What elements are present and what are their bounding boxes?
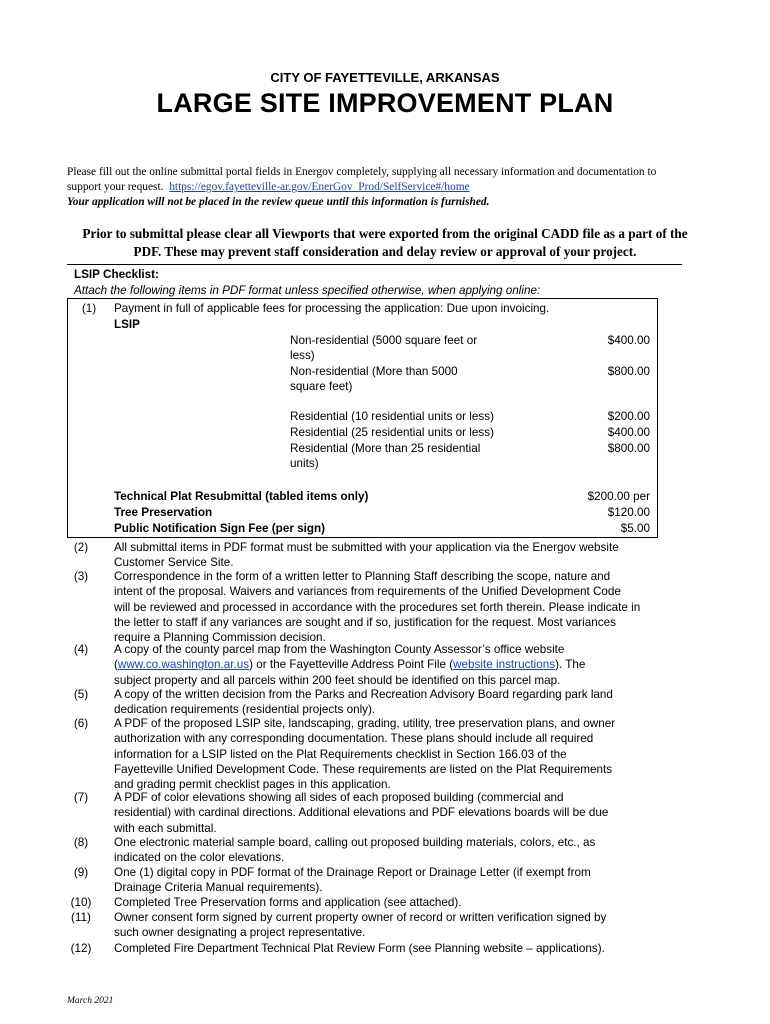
list-item [114,540,654,571]
intro-warning: Your application will not be placed in the review queue until this information is furnished. [67,196,490,208]
fee-description-line: less) [290,349,315,363]
intro-line-2-text: support your request. [67,181,164,193]
checklist-subheading: Attach the following items in PDF format unless specified otherwise, when applying online: [74,284,541,297]
list-item [114,865,654,896]
viewport-notice-line-2: PDF. These may prevent staff consideration and delay review or approval of your project. [133,244,637,259]
viewport-notice [60,225,710,261]
fee-description-line: square feet) [290,380,353,394]
item-line: authorization with any corresponding documentation. These plans should include all required [114,732,594,746]
item-text: Payment in full of applicable fees for processing the application: Due upon invoicing. [114,302,550,315]
fee-description-line: units) [290,457,319,471]
fee-amount: $200.00 [607,410,650,423]
item-line: require a Planning Commission decision. [114,631,326,645]
extra-fee-label: Public Notification Sign Fee (per sign) [114,522,326,535]
item-number: (3) [73,570,89,583]
fee-description [290,441,510,472]
item-line-part: ) or the Fayetteville Address Point File ( [249,658,454,672]
fee-category-label: LSIP [114,318,140,331]
extra-fee-amount: $200.00 per [587,490,650,503]
item-line: information for a LSIP listed on the Plat Requirements checklist in Section 166.03 of the [114,747,567,761]
viewport-notice-line-1: Prior to submittal please clear all Viewports that were exported from the original CADD file as a part of the [82,226,688,241]
fee-amount: $800.00 [607,442,650,455]
intro-line-1: Please fill out the online submittal portal fields in Energov completely, supplying all necessary information and documentation to [67,166,657,178]
city-heading: CITY OF FAYETTEVILLE, ARKANSAS [270,70,500,85]
item-number: (2) [73,541,89,554]
footer-date: March 2021 [67,996,114,1006]
item-line: subject property and all parcels within 200 feet should be identified on this parcel map. [114,673,561,687]
item-line-part: ). The [555,658,586,672]
item-number: (11) [71,911,91,924]
fee-description [290,333,510,364]
item-line: residential) with cardinal directions. Additional elevations and PDF elevations boards will be due [114,806,609,820]
extra-fee-label: Technical Plat Resubmittal (tabled items only) [114,490,369,503]
list-item [114,716,654,792]
fee-description-line: Non-residential (More than 5000 [290,365,458,378]
item-line: the letter to staff if any variances are sought and if so, justification for the request. Most variances [114,615,616,629]
item-line: and grading permit checklist pages in this application. [114,778,391,792]
fee-description-line: Non-residential (5000 square feet or [290,334,478,347]
item-number: (7) [73,791,89,804]
website-instructions-link[interactable]: website instructions [453,658,556,672]
list-item [114,642,654,688]
extra-fee-amount: $120.00 [607,506,650,519]
item-line: A copy of the county parcel map from the Washington County Assessor’s office website [114,643,565,656]
fee-description: Residential (25 residential units or less) [290,426,494,439]
list-item [114,895,654,910]
item-line: Completed Fire Department Technical Plat Review Form (see Planning website – applications). [114,942,605,955]
item-line: Customer Service Site. [114,556,234,570]
item-line: indicated on the color elevations. [114,851,285,865]
item-line [114,657,654,672]
fee-description-line: Residential (More than 25 residential [290,442,481,455]
fee-description [290,364,510,395]
item-number: (8) [73,836,89,849]
fee-amount: $800.00 [607,365,650,378]
item-number: (1) [81,302,97,315]
intro-line-2 [67,180,717,195]
intro-paragraph [67,165,717,210]
item-line-part: ( [114,658,118,672]
item-line: dedication requirements (residential projects only). [114,703,376,717]
item-line: One (1) digital copy in PDF format of the Drainage Report or Drainage Letter (if exempt from [114,866,591,879]
extra-fee-label: Tree Preservation [114,506,213,519]
list-item [114,941,654,956]
list-item [114,835,654,866]
fee-amount: $400.00 [607,426,650,439]
list-item [114,687,654,718]
page-title: LARGE SITE IMPROVEMENT PLAN [156,88,614,118]
item-number: (4) [73,643,89,656]
item-line: Completed Tree Preservation forms and application (see attached). [114,896,462,909]
list-item [114,569,654,645]
extra-fee-amount: $5.00 [620,522,650,535]
list-item [114,910,654,941]
item-line: One electronic material sample board, calling out proposed building materials, colors, etc., as [114,836,596,849]
divider [67,264,682,265]
fee-description: Residential (10 residential units or less) [290,410,494,423]
item-line: will be reviewed and processed in accordance with the procedures set forth therein. Please indicate in [114,600,641,614]
item-line: A PDF of the proposed LSIP site, landscaping, grading, utility, tree preservation plans, and owner [114,717,616,730]
item-line: Fayetteville Unified Development Code. These requirements are listed on the Plat Requirements [114,762,613,776]
item-line: with each submittal. [114,821,217,835]
item-line: Correspondence in the form of a written letter to Planning Staff describing the scope, nature and [114,570,611,583]
item-line: such owner designating a project representative. [114,926,366,940]
item-line: Drainage Criteria Manual requirements). [114,881,323,895]
item-number: (9) [73,866,89,879]
list-item [114,790,654,836]
item-number: (10) [70,896,92,909]
item-number: (6) [73,717,89,730]
item-line: intent of the proposal. Waivers and variances from requirements of the Unified Development Code [114,585,621,599]
item-line: Owner consent form signed by current property owner of record or written verification signed by [114,911,607,924]
item-line: All submittal items in PDF format must be submitted with your application via the Energov website [114,541,619,554]
washington-county-link[interactable]: www.co.washington.ar.us [117,658,250,672]
item-number: (12) [70,942,92,955]
checklist-heading: LSIP Checklist: [74,268,159,281]
fee-amount: $400.00 [607,334,650,347]
item-number: (5) [73,688,89,701]
item-line: A PDF of color elevations showing all sides of each proposed building (commercial and [114,791,564,804]
energov-portal-link[interactable]: https://egov.fayetteville-ar.gov/EnerGov_Prod/SelfService#/home [169,181,470,193]
item-line: A copy of the written decision from the Parks and Recreation Advisory Board regarding park land [114,688,613,701]
